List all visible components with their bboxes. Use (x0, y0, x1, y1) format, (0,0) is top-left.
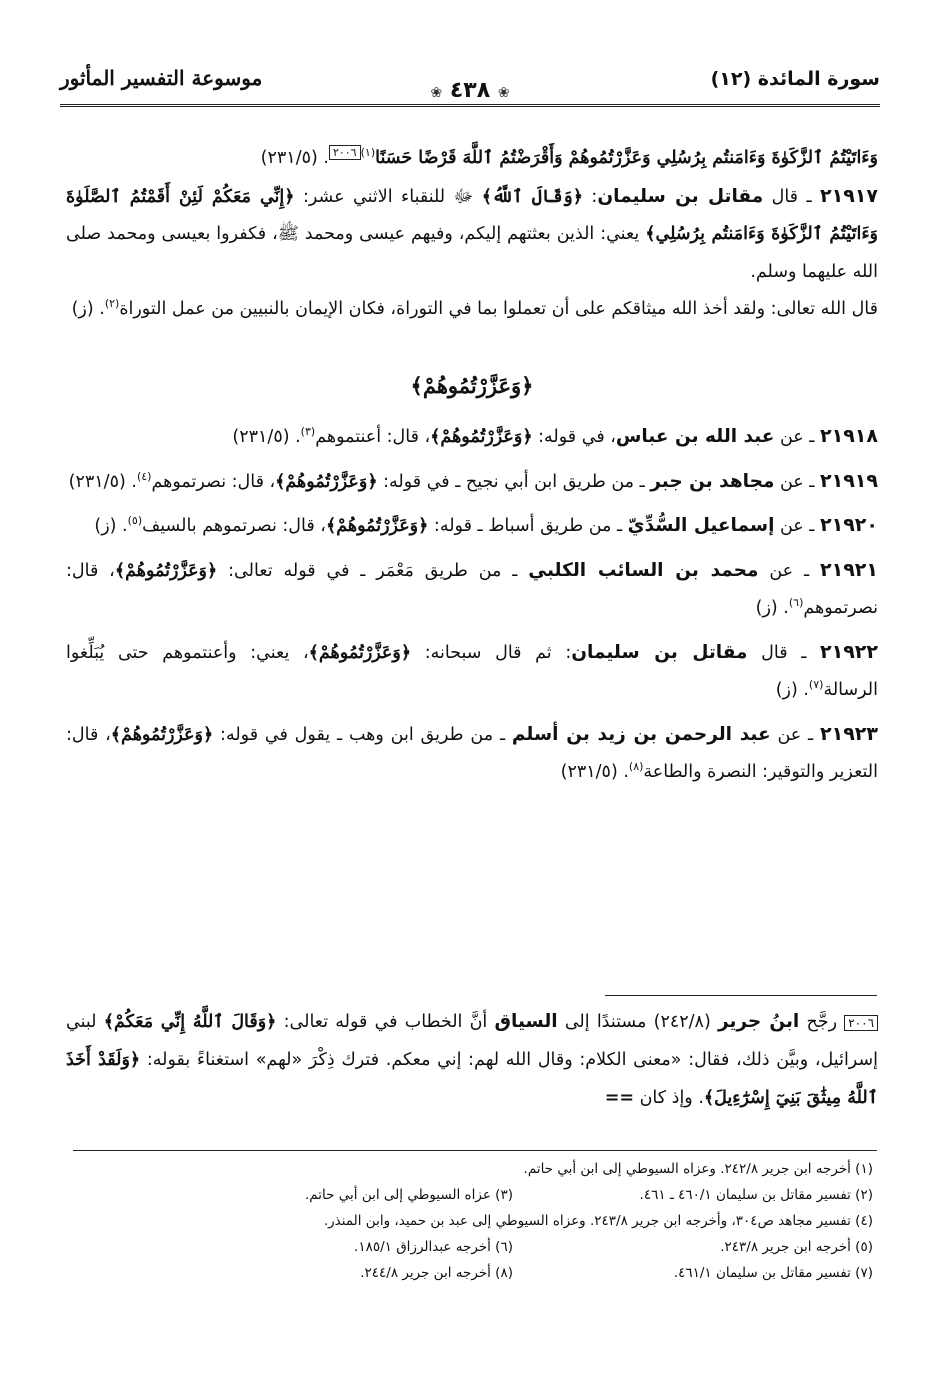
page-number (420, 78, 519, 103)
footnote-row (73, 1234, 873, 1260)
narration-text: ـ عن (774, 471, 821, 492)
narration-text: ـ عن (774, 427, 821, 447)
quran-quote: ﴿وَقَالَ ٱللَّهُ إِنِّي مَعَكُمْ﴾ (103, 1012, 277, 1032)
narrator-name: عبد الرحمن بن زيد بن أسلم (511, 723, 771, 745)
quran-verse: وَءَاتَيْتُمُ ٱلزَّكَوٰةَ وَءَامَنتُم بِرُسُلِي وَعَزَّرْتُمُوهُمْ وَأَقْرَضْتُمُ ٱللَّهَ قَرْضًا حَسَنًا (375, 148, 878, 168)
quran-quote: ﴿وَعَزَّرْتُمُوهُمْ﴾ (110, 724, 214, 745)
footnote-1: (١) أخرجه ابن جرير ٢٤٢/٨. وعزاه السيوطي إلى ابن أبي حاتم. (523, 1161, 873, 1177)
source-ref: . (ز) (71, 299, 105, 319)
narrator-name: مجاهد بن جبر (650, 470, 775, 492)
source-ref: . (٢٣١/٥) (68, 471, 137, 492)
quran-quote: ﴿وَقَالَ ٱللَّهُ﴾ (481, 186, 583, 207)
narration-text: ، قال: أعنتموهم (315, 427, 431, 447)
quran-quote: ﴿وَعَزَّرْتُمُوهُمْ﴾ (325, 516, 429, 536)
narration-text: : (583, 186, 598, 207)
narration-text: ، يعني: وأعنتموهم حتى يُبَلِّغوا الرسالة (66, 642, 878, 700)
page-number-value: ٤٣٨ (449, 78, 491, 103)
quran-quote: ﴿وَعَزَّرْتُمُوهُمْ﴾ (275, 471, 378, 492)
footnote-5: (٥) أخرجه ابن جرير ٢٤٣/٨. (720, 1239, 873, 1255)
narration-text: ، قال: التعزير والتوقير: النصرة والطاعة (66, 724, 878, 782)
sura-title: سورة المائدة (١٢) (710, 68, 880, 90)
quran-quote: ﴿إِنِّي مَعَكُمْ لَئِنْ أَقَمْتُمُ ٱلصَّلَوٰةَ وَءَاتَيْتُمُ ٱلزَّكَوٰةَ وَءَامَنتُم بِرُسُلِي﴾ (66, 186, 878, 244)
footnote-6: (٦) أخرجه عبدالرزاق ١٨٥/١. (354, 1239, 513, 1255)
narration-21922 (66, 634, 878, 710)
narration-21917-cont (66, 291, 878, 329)
footnote-marker: (٨) (628, 760, 644, 774)
narration-text: ﷻ للنقباء الاثني عشر: (294, 186, 482, 207)
narration-text: ـ قال (747, 642, 820, 663)
source-ref: . (٢٣١/٥) (560, 762, 629, 782)
footnote-row (73, 1182, 873, 1208)
source-ref: . (٢٣١/٥) (260, 148, 329, 168)
footnote-3: (٣) عزاه السيوطي إلى ابن أبي حاتم. (305, 1187, 513, 1203)
quran-quote: ﴿وَعَزَّرْتُمُوهُمْ﴾ (430, 427, 533, 447)
commentary-span: رجَّح (799, 1012, 845, 1032)
narrator-name: عبد الله بن عباس (615, 426, 775, 447)
commentary-span: لبني إسرائيل، وبيَّن ذلك، فقال: «معنى الكلام: وقال الله لهم: إني معكم. فترك ذِكْرَ «لهم» استغناءً بقوله: (66, 1012, 878, 1070)
commentary-span: (٢٤٢/٨) مستندًا إلى (557, 1012, 718, 1032)
footnote-row (73, 1260, 873, 1286)
commentary-text (66, 1003, 878, 1117)
commentary-ref-box: ٢٠٠٦ (329, 145, 361, 160)
footnotes-divider (73, 1150, 877, 1151)
narration-21921 (66, 552, 878, 628)
narration-text: ـ قال (763, 186, 821, 207)
quran-quote: ﴿وَلَقَدْ أَخَذَ ٱللَّهُ مِيثَٰقَ بَنِيٓ إِسْرَٰٓءِيلَ﴾ (66, 1050, 878, 1108)
ornament-icon: ❀ (430, 85, 443, 101)
source-ref: . (ز) (775, 680, 809, 700)
narration-text: ـ عن (758, 560, 821, 581)
narration-text: ـ عن (770, 724, 820, 745)
narrator-name: مقاتل بن سليمان (597, 185, 764, 207)
narration-21919 (66, 463, 878, 502)
narration-number: ٢١٩١٨ (820, 425, 878, 447)
footnote-4: (٤) تفسير مجاهد ص٣٠٤، وأخرجه ابن جرير ٢٤٣/٨. وعزاه السيوطي إلى عبد بن حميد، وابن المنذر. (323, 1213, 873, 1229)
keyword-siyaq: السياق (494, 1011, 558, 1032)
narration-text: ، قال: نصرتموهم (151, 471, 276, 492)
scholar-name: ابنُ جرير (717, 1011, 800, 1032)
narration-text: ـ عن (774, 516, 821, 536)
continuation-mark: == (604, 1088, 635, 1108)
commentary-block (66, 1003, 878, 1117)
narrator-name: محمد بن السائب الكلبي (528, 559, 759, 581)
footnote-marker: (٣) (300, 425, 316, 439)
source-ref: . (ز) (94, 516, 128, 536)
commentary-number-box: ٢٠٠٦ (844, 1015, 878, 1031)
section-heading: ﴿وَعَزَّرْتُمُوهُمْ﴾ (410, 372, 534, 398)
footnote-marker: (٥) (127, 514, 143, 528)
footnote-marker: (٧) (808, 678, 824, 692)
source-ref: . (٢٣١/٥) (232, 427, 301, 447)
narration-text: يعني: الذين بعثتهم إليكم، وفيهم عيسى ومحمد ﷺ، فكفروا بعيسى ومحمد صلى الله عليهما وسلم. (66, 224, 878, 282)
footnote-7: (٧) تفسير مقاتل بن سليمان ٤٦١/١. (673, 1265, 873, 1281)
narrator-name: إسماعيل السُّدِّيّ (627, 515, 775, 536)
footnote-8: (٨) أخرجه ابن جرير ٢٤٤/٨. (360, 1265, 513, 1281)
narration-text: ، قال: نصرتموهم بالسيف (142, 516, 326, 536)
footnote-marker: (٦) (788, 596, 804, 610)
main-text (66, 140, 878, 798)
narration-21920 (66, 507, 878, 546)
running-header (60, 62, 880, 107)
commentary-span: . وإذ كان (634, 1088, 704, 1108)
book-title: موسوعة التفسير المأثور (60, 66, 263, 90)
verse-line (66, 140, 878, 178)
narration-text: قال الله تعالى: ولقد أخذ الله ميثاقكم على أن تعملوا بما في التوراة، فكان الإيمان بالنبيين من عمل التوراة (119, 299, 878, 319)
narration-number: ٢١٩٢٢ (820, 640, 878, 663)
narration-text: ـ من طريق ابن أبي نجيح ـ في قوله: (377, 471, 651, 492)
narration-21923 (66, 716, 878, 792)
commentary-divider (605, 995, 877, 996)
narrator-name: مقاتل بن سليمان (571, 641, 748, 663)
narration-number: ٢١٩٢١ (820, 558, 878, 581)
narration-text: ـ من طريق ابن وهب ـ يقول في قوله: (213, 724, 512, 745)
narration-number: ٢١٩٢٠ (820, 514, 878, 536)
narration-text: ، في قوله: (532, 427, 616, 447)
ornament-icon: ❀ (497, 85, 510, 101)
narration-text: ، قال: نصرتموهم (66, 560, 878, 618)
footnote-2: (٢) تفسير مقاتل بن سليمان ٤٦٠/١ ـ ٤٦١. (639, 1187, 873, 1203)
narration-number: ٢١٩٢٣ (820, 722, 878, 745)
footnote-marker: (٤) (136, 469, 152, 483)
narration-text: : ثم قال سبحانه: (411, 642, 572, 663)
source-ref: . (ز) (755, 598, 789, 618)
narration-21917 (66, 178, 878, 292)
quran-quote: ﴿وَعَزَّرْتُمُوهُمْ﴾ (114, 560, 218, 581)
narration-text: ـ من طريق مَعْمَر ـ في قوله تعالى: (217, 560, 529, 581)
narration-21918 (66, 418, 878, 457)
narration-number: ٢١٩١٩ (820, 469, 878, 492)
quran-quote: ﴿وَعَزَّرْتُمُوهُمْ﴾ (308, 642, 412, 663)
commentary-span: أنَّ الخطاب في قوله تعالى: (276, 1012, 495, 1032)
narration-text: ـ من طريق أسباط ـ قوله: (428, 516, 628, 536)
footnotes (73, 1156, 873, 1286)
footnote-marker: (٢) (104, 297, 120, 311)
narration-number: ٢١٩١٧ (820, 184, 878, 207)
footnote-marker: (١) (360, 146, 376, 160)
spacer (66, 329, 878, 365)
